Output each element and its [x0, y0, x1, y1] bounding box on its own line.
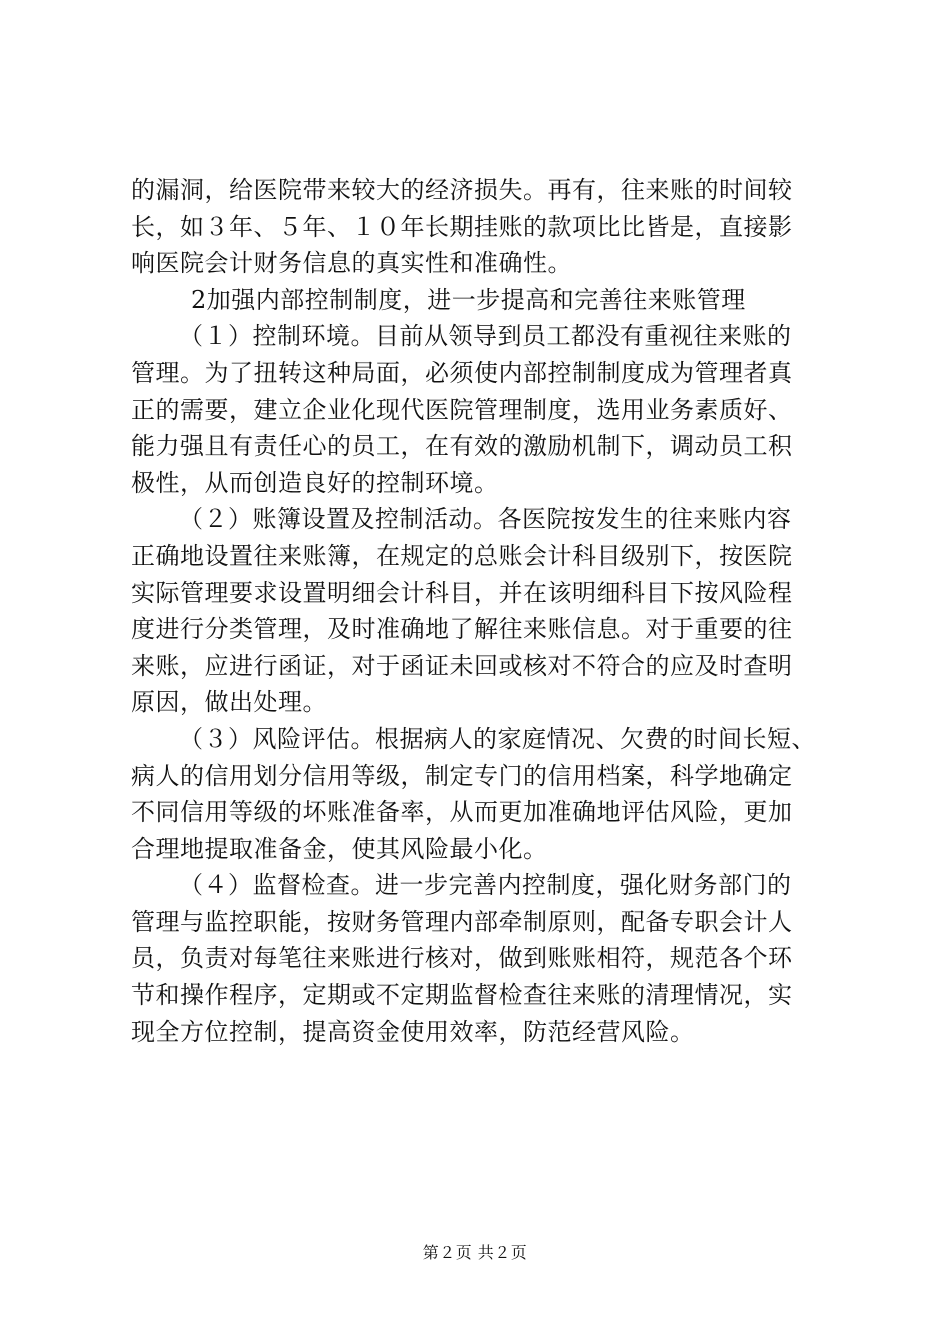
section-heading: 2加强内部控制制度，进一步提高和完善往来账管理 — [191, 285, 746, 314]
page-number-footer: 第２页 共２页 — [422, 1243, 528, 1262]
text-line: 管理。为了扭转这种局面，必须使内部控制制度成为管理者真 — [131, 358, 793, 387]
text-line: 实际管理要求设置明细会计科目，并在该明细科目下按风险程 — [131, 578, 793, 607]
text-line: （１）控制环境。目前从领导到员工都没有重视往来账的 — [179, 322, 792, 351]
text-line: 原因，做出处理。 — [131, 688, 327, 717]
text-line: 员，负责对每笔往来账进行核对，做到账账相符，规范各个环 — [131, 944, 793, 973]
text-line: 的漏洞，给医院带来较大的经济损失。再有，往来账的时间较 — [131, 176, 793, 204]
text-line: 正的需要，建立企业化现代医院管理制度，选用业务素质好、 — [131, 395, 793, 424]
text-line: （２）账簿设置及控制活动。各医院按发生的往来账内容 — [179, 505, 792, 534]
text-line: 病人的信用划分信用等级，制定专门的信用档案，科学地确定 — [131, 761, 793, 790]
text-line: 合理地提取准备金，使其风险最小化。 — [131, 834, 548, 863]
text-line: 长，如３年、５年、１０年长期挂账的款项比比皆是，直接影 — [131, 212, 793, 241]
text-line: 极性，从而创造良好的控制环境。 — [131, 468, 499, 497]
text-line: 现全方位控制，提高资金使用效率，防范经营风险。 — [131, 1017, 695, 1046]
text-line: （４）监督检查。进一步完善内控制度，强化财务部门的 — [179, 871, 792, 900]
text-line: 管理与监控职能，按财务管理内部牵制原则，配备专职会计人 — [131, 907, 793, 936]
text-line: 度进行分类管理，及时准确地了解往来账信息。对于重要的往 — [131, 615, 793, 644]
text-line: （３）风险评估。根据病人的家庭情况、欠费的时间长短、 — [179, 724, 816, 753]
text-line: 正确地设置往来账簿，在规定的总账会计科目级别下，按医院 — [131, 541, 793, 570]
document-body — [131, 172, 821, 1050]
text-line: 响医院会计财务信息的真实性和准确性。 — [131, 249, 572, 278]
text-line: 能力强且有责任心的员工，在有效的激励机制下，调动员工积 — [131, 432, 793, 461]
text-line: 来账，应进行函证，对于函证未回或核对不符合的应及时查明 — [131, 651, 793, 680]
text-line: 节和操作程序，定期或不定期监督检查往来账的清理情况，实 — [131, 981, 793, 1010]
text-line: 不同信用等级的坏账准备率，从而更加准确地评估风险，更加 — [131, 798, 793, 827]
